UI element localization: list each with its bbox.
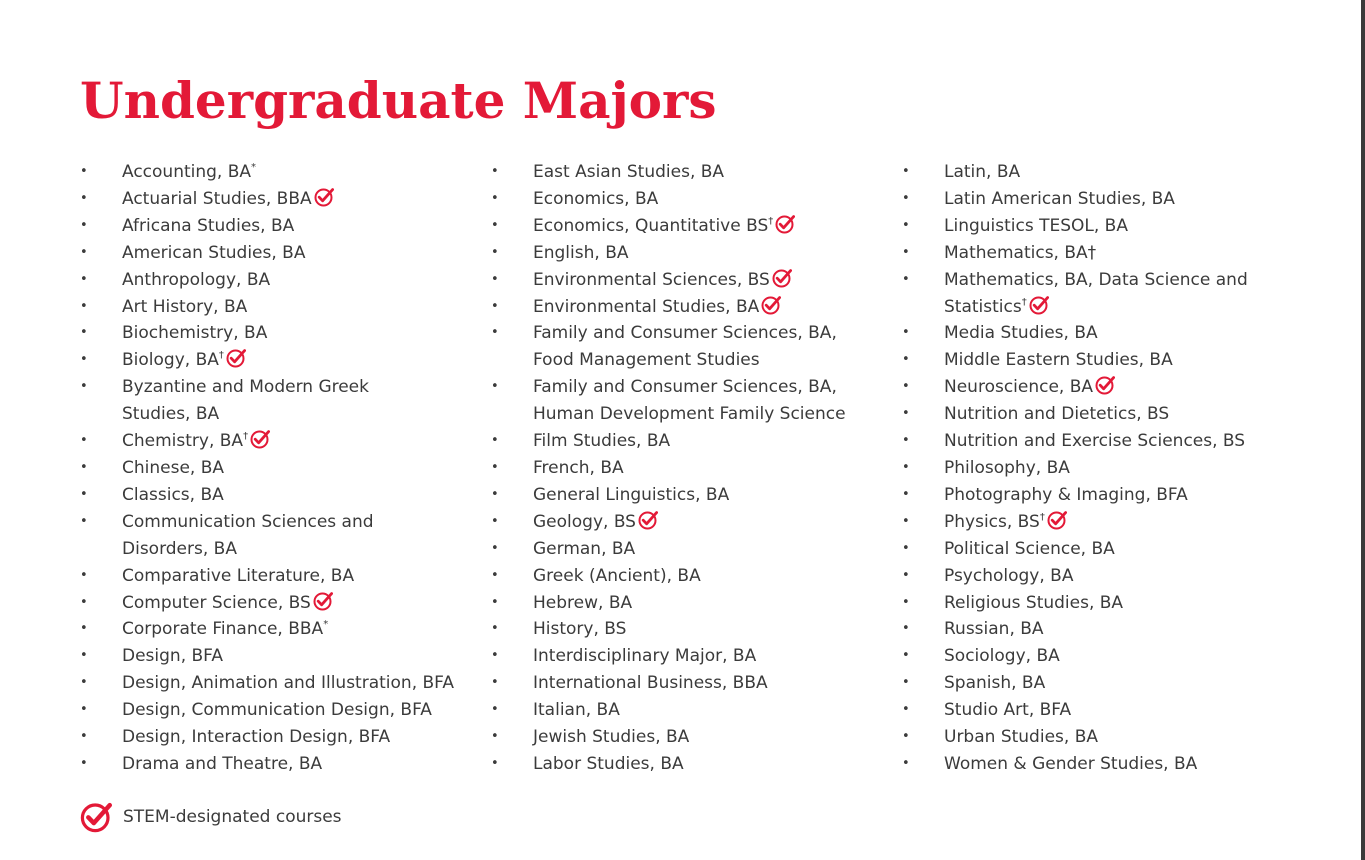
major-name-text: Photography & Imaging, BFA (944, 484, 1188, 505)
major-name-line (944, 643, 1248, 670)
major-name-line (944, 347, 1248, 374)
major-list-item (491, 563, 846, 590)
major-name-line (533, 186, 846, 213)
major-name-text: Chemistry, BA (122, 431, 244, 452)
bullet-icon: • (491, 459, 499, 475)
bullet-icon: • (80, 217, 88, 233)
major-name-text: Communication Sciences and (122, 511, 374, 532)
major-list-item (80, 267, 454, 294)
bullet-icon: • (902, 486, 910, 502)
major-list-item (491, 267, 846, 294)
major-list-item (902, 670, 1248, 697)
major-name-line (944, 428, 1248, 455)
bullet-icon: • (491, 298, 499, 314)
stem-legend (80, 800, 342, 834)
major-name-line (533, 240, 846, 267)
major-name-line (122, 186, 454, 213)
major-list-item (902, 616, 1248, 643)
major-list-item (902, 482, 1248, 509)
major-list-item (902, 347, 1248, 374)
major-list-item (902, 643, 1248, 670)
page-title: Undergraduate Majors (80, 71, 717, 130)
major-list-item (902, 240, 1248, 267)
major-list-item (902, 213, 1248, 240)
bullet-icon: • (902, 244, 910, 260)
major-name-line (122, 320, 454, 347)
bullet-icon: • (491, 702, 499, 718)
major-name-text: Neuroscience, BA (944, 377, 1094, 398)
stem-check-icon (1047, 510, 1067, 530)
major-list-item (902, 401, 1248, 428)
major-name-text: Environmental Studies, BA (533, 296, 760, 317)
bullet-icon: • (491, 621, 499, 637)
major-name-line (533, 697, 846, 724)
bullet-icon: • (491, 271, 499, 287)
major-name-line (533, 563, 846, 590)
bullet-icon: • (902, 648, 910, 664)
major-list-item (80, 186, 454, 213)
bullet-icon: • (491, 594, 499, 610)
bullet-icon: • (902, 513, 910, 529)
major-name-line (122, 616, 454, 643)
major-name-line (533, 213, 846, 240)
bullet-icon: • (902, 433, 910, 449)
bullet-icon: • (902, 406, 910, 422)
bullet-icon: • (80, 190, 88, 206)
bullet-icon: • (491, 486, 499, 502)
bullet-icon: • (902, 190, 910, 206)
major-name-text: Philosophy, BA (944, 457, 1070, 478)
major-name-text: Latin, BA (944, 162, 1021, 182)
major-list-item (491, 186, 846, 213)
major-list-item (491, 374, 846, 428)
major-name-line (122, 347, 454, 374)
bullet-icon: • (902, 217, 910, 233)
major-name-text: Economics, Quantitative BS (533, 215, 769, 236)
major-name-line (944, 616, 1248, 643)
major-name-text: Biochemistry, BA (122, 323, 268, 344)
major-list-item (902, 428, 1248, 455)
footnote-mark: * (251, 162, 257, 173)
major-list-item (491, 428, 846, 455)
major-list-item (902, 724, 1248, 751)
major-list-item (80, 159, 454, 186)
bullet-icon: • (80, 352, 88, 368)
bullet-icon: • (491, 190, 499, 206)
major-name-line (944, 186, 1248, 213)
major-list-item (80, 563, 454, 590)
footnote-mark: † (218, 350, 224, 362)
bullet-icon: • (902, 675, 910, 691)
bullet-icon: • (80, 298, 88, 314)
major-list-item (80, 616, 454, 643)
major-name-text: Disorders, BA (122, 538, 237, 559)
major-list-item (491, 751, 846, 778)
major-name-text: Geology, BS (533, 511, 636, 532)
stem-check-icon (772, 268, 792, 288)
major-name-line (533, 267, 846, 294)
footnote-mark: † (1021, 296, 1027, 308)
major-name-text: Design, Communication Design, BFA (122, 700, 432, 721)
major-name-text: Art History, BA (122, 296, 248, 317)
major-name-line (122, 643, 454, 670)
major-name-line (533, 509, 846, 536)
major-list-item (80, 213, 454, 240)
major-list-item (491, 159, 846, 186)
stem-check-icon (1029, 295, 1049, 315)
major-name-text: French, BA (533, 457, 624, 478)
bullet-icon: • (491, 325, 499, 341)
major-name-line (944, 374, 1248, 401)
major-name-text: Interdisciplinary Major, BA (533, 646, 757, 667)
stem-check-icon (226, 348, 246, 368)
major-name-text: Statistics (944, 296, 1022, 317)
major-name-line (122, 267, 454, 294)
major-name-text: Environmental Sciences, BS (533, 269, 770, 290)
major-name-line (944, 563, 1248, 590)
stem-check-icon (313, 591, 333, 611)
major-name-line (944, 751, 1248, 778)
major-name-line (122, 428, 454, 455)
bullet-icon: • (902, 755, 910, 771)
major-list-item (491, 697, 846, 724)
major-list-item (80, 670, 454, 697)
major-list-item (902, 320, 1248, 347)
major-list-item (902, 374, 1248, 401)
major-name-text: Jewish Studies, BA (533, 727, 690, 748)
major-name-line (944, 401, 1248, 428)
major-name-line (533, 294, 846, 321)
major-name-text: American Studies, BA (122, 242, 306, 263)
major-list-item (491, 320, 846, 374)
major-name-line (533, 401, 846, 428)
stem-check-icon (761, 295, 781, 315)
bullet-icon: • (80, 567, 88, 583)
major-name-line (533, 455, 846, 482)
major-name-text: Actuarial Studies, BBA (122, 188, 312, 209)
footnote-mark: † (243, 431, 249, 443)
major-name-text: Russian, BA (944, 619, 1044, 640)
major-name-text: English, BA (533, 242, 629, 263)
major-name-line (533, 482, 846, 509)
bullet-icon: • (491, 513, 499, 529)
major-name-line (533, 374, 846, 401)
major-list-item (902, 697, 1248, 724)
major-name-text: Political Science, BA (944, 538, 1115, 559)
major-list-item (902, 267, 1248, 321)
major-name-line (533, 159, 846, 186)
major-name-line (122, 724, 454, 751)
major-name-line (944, 294, 1248, 321)
major-list-item (80, 482, 454, 509)
major-name-line (944, 590, 1248, 617)
major-name-text: Mathematics, BA† (944, 242, 1097, 263)
bullet-icon: • (80, 702, 88, 718)
major-list-item (491, 616, 846, 643)
major-name-line (533, 590, 846, 617)
major-list-item (491, 482, 846, 509)
major-list-item (80, 374, 454, 428)
major-name-line (944, 509, 1248, 536)
bullet-icon: • (902, 567, 910, 583)
major-list-item (80, 240, 454, 267)
major-name-line (122, 482, 454, 509)
major-name-line (944, 670, 1248, 697)
bullet-icon: • (80, 594, 88, 610)
major-name-line (122, 213, 454, 240)
major-list-item (80, 455, 454, 482)
major-name-text: Nutrition and Exercise Sciences, BS (944, 431, 1246, 452)
major-name-line (122, 240, 454, 267)
major-name-line (533, 751, 846, 778)
major-name-line (533, 347, 846, 374)
bullet-icon: • (491, 675, 499, 691)
major-list-item (491, 294, 846, 321)
major-name-line (122, 670, 454, 697)
bullet-icon: • (491, 164, 499, 179)
major-list-item (80, 294, 454, 321)
major-list-item (491, 536, 846, 563)
bullet-icon: • (80, 621, 88, 637)
major-list-item (491, 724, 846, 751)
bullet-icon: • (80, 675, 88, 691)
major-list-item (491, 240, 846, 267)
major-name-line (944, 240, 1248, 267)
major-name-text: Women & Gender Studies, BA (944, 753, 1198, 774)
major-list-item (902, 563, 1248, 590)
major-list-item (80, 428, 454, 455)
major-name-text: Studies, BA (122, 404, 220, 425)
bullet-icon: • (902, 540, 910, 556)
major-list-item (902, 455, 1248, 482)
major-list-item (902, 751, 1248, 778)
major-list-item (491, 590, 846, 617)
major-list-item (80, 590, 454, 617)
page-edge-divider (1361, 0, 1365, 860)
major-name-text: Drama and Theatre, BA (122, 753, 323, 774)
major-name-text: Africana Studies, BA (122, 215, 295, 236)
major-list-item (80, 320, 454, 347)
major-name-text: Family and Consumer Sciences, BA, (533, 377, 837, 398)
major-name-text: Greek (Ancient), BA (533, 565, 701, 586)
major-name-line (533, 643, 846, 670)
major-name-text: Human Development Family Science (533, 404, 846, 425)
major-name-text: Design, Animation and Illustration, BFA (122, 673, 455, 694)
major-name-line (944, 159, 1248, 186)
major-name-text: Linguistics TESOL, BA (944, 215, 1128, 236)
major-name-text: Urban Studies, BA (944, 727, 1098, 748)
bullet-icon: • (80, 271, 88, 287)
bullet-icon: • (902, 702, 910, 718)
major-name-text: Middle Eastern Studies, BA (944, 350, 1173, 371)
bullet-icon: • (80, 325, 88, 341)
major-list-item (491, 670, 846, 697)
major-name-text: Anthropology, BA (122, 269, 271, 290)
major-name-text: Economics, BA (533, 188, 659, 209)
major-name-text: Food Management Studies (533, 350, 760, 371)
major-name-line (533, 428, 846, 455)
major-name-text: Family and Consumer Sciences, BA, (533, 323, 837, 344)
major-list-item (80, 643, 454, 670)
bullet-icon: • (80, 379, 88, 395)
bullet-icon: • (491, 648, 499, 664)
major-name-line (944, 320, 1248, 347)
major-name-text: Film Studies, BA (533, 431, 671, 452)
bullet-icon: • (80, 244, 88, 260)
bullet-icon: • (491, 540, 499, 556)
major-name-line (944, 482, 1248, 509)
bullet-icon: • (902, 164, 910, 179)
bullet-icon: • (491, 433, 499, 449)
major-name-text: General Linguistics, BA (533, 484, 730, 505)
bullet-icon: • (491, 217, 499, 233)
major-name-line (122, 536, 454, 563)
major-name-line (533, 320, 846, 347)
major-list-item (902, 509, 1248, 536)
bullet-icon: • (80, 513, 88, 529)
major-name-text: Accounting, BA (122, 162, 252, 182)
major-name-line (122, 590, 454, 617)
bullet-icon: • (491, 244, 499, 260)
major-name-line (122, 159, 454, 186)
major-list-item (491, 509, 846, 536)
major-name-text: Italian, BA (533, 700, 620, 721)
major-name-text: Hebrew, BA (533, 592, 633, 613)
major-list-item (902, 186, 1248, 213)
stem-check-icon (638, 510, 658, 530)
major-name-text: Corporate Finance, BBA (122, 619, 324, 640)
major-list-item (902, 536, 1248, 563)
stem-legend-label: STEM-designated courses (123, 807, 342, 827)
bullet-icon: • (902, 729, 910, 745)
bullet-icon: • (902, 379, 910, 395)
major-name-text: Nutrition and Dietetics, BS (944, 404, 1170, 425)
major-list-item (491, 455, 846, 482)
major-name-text: Media Studies, BA (944, 323, 1098, 344)
bullet-icon: • (80, 164, 88, 179)
major-name-line (122, 751, 454, 778)
major-name-text: Labor Studies, BA (533, 753, 684, 774)
bullet-icon: • (491, 755, 499, 771)
bullet-icon: • (902, 621, 910, 637)
footnote-mark: † (1039, 511, 1045, 523)
major-name-text: History, BS (533, 619, 627, 640)
footnote-mark: * (323, 619, 329, 631)
major-list-item (902, 590, 1248, 617)
bullet-icon: • (902, 459, 910, 475)
major-name-line (944, 267, 1248, 294)
bullet-icon: • (902, 352, 910, 368)
major-list-item (902, 159, 1248, 186)
major-name-line (122, 563, 454, 590)
major-list-item (80, 697, 454, 724)
major-name-text: German, BA (533, 538, 636, 559)
major-name-text: Computer Science, BS (122, 592, 311, 613)
bullet-icon: • (902, 271, 910, 287)
major-name-text: Byzantine and Modern Greek (122, 377, 369, 398)
bullet-icon: • (902, 325, 910, 341)
major-name-text: Physics, BS (944, 511, 1040, 532)
major-name-line (533, 724, 846, 751)
major-name-line (944, 724, 1248, 751)
stem-check-icon (314, 187, 334, 207)
major-name-text: Sociology, BA (944, 646, 1060, 667)
major-name-text: Chinese, BA (122, 457, 225, 478)
majors-column-1 (80, 159, 454, 778)
major-name-text: Design, BFA (122, 646, 224, 667)
major-list-item (80, 509, 454, 563)
stem-check-icon (775, 214, 795, 234)
major-name-line (944, 213, 1248, 240)
major-name-line (944, 697, 1248, 724)
major-name-line (944, 455, 1248, 482)
major-list-item (80, 751, 454, 778)
major-name-text: Studio Art, BFA (944, 700, 1072, 721)
major-name-text: Design, Interaction Design, BFA (122, 727, 391, 748)
major-name-text: Comparative Literature, BA (122, 565, 355, 586)
major-name-line (122, 509, 454, 536)
major-list-item (491, 643, 846, 670)
majors-column-3 (902, 159, 1248, 778)
majors-column-2 (491, 159, 846, 778)
major-name-text: Biology, BA (122, 350, 219, 371)
footnote-mark: † (768, 215, 774, 227)
stem-check-icon (80, 801, 112, 833)
major-name-text: East Asian Studies, BA (533, 162, 725, 182)
bullet-icon: • (491, 567, 499, 583)
major-name-text: International Business, BBA (533, 673, 768, 694)
major-name-line (944, 536, 1248, 563)
major-name-line (122, 697, 454, 724)
bullet-icon: • (491, 729, 499, 745)
major-name-line (533, 670, 846, 697)
major-name-text: Latin American Studies, BA (944, 188, 1175, 209)
major-name-line (122, 294, 454, 321)
major-name-text: Psychology, BA (944, 565, 1074, 586)
major-name-line (122, 374, 454, 401)
major-list-item (80, 724, 454, 751)
bullet-icon: • (902, 594, 910, 610)
bullet-icon: • (80, 459, 88, 475)
bullet-icon: • (491, 379, 499, 395)
major-name-text: Mathematics, BA, Data Science and (944, 269, 1248, 290)
major-name-line (122, 455, 454, 482)
bullet-icon: • (80, 433, 88, 449)
major-name-line (122, 401, 454, 428)
major-name-text: Religious Studies, BA (944, 592, 1124, 613)
major-list-item (80, 347, 454, 374)
major-list-item (491, 213, 846, 240)
stem-check-icon (250, 429, 270, 449)
bullet-icon: • (80, 755, 88, 771)
bullet-icon: • (80, 648, 88, 664)
major-name-line (533, 536, 846, 563)
major-name-line (533, 616, 846, 643)
stem-check-icon (1095, 375, 1115, 395)
bullet-icon: • (80, 729, 88, 745)
major-name-text: Classics, BA (122, 484, 224, 505)
major-name-text: Spanish, BA (944, 673, 1046, 694)
bullet-icon: • (80, 486, 88, 502)
